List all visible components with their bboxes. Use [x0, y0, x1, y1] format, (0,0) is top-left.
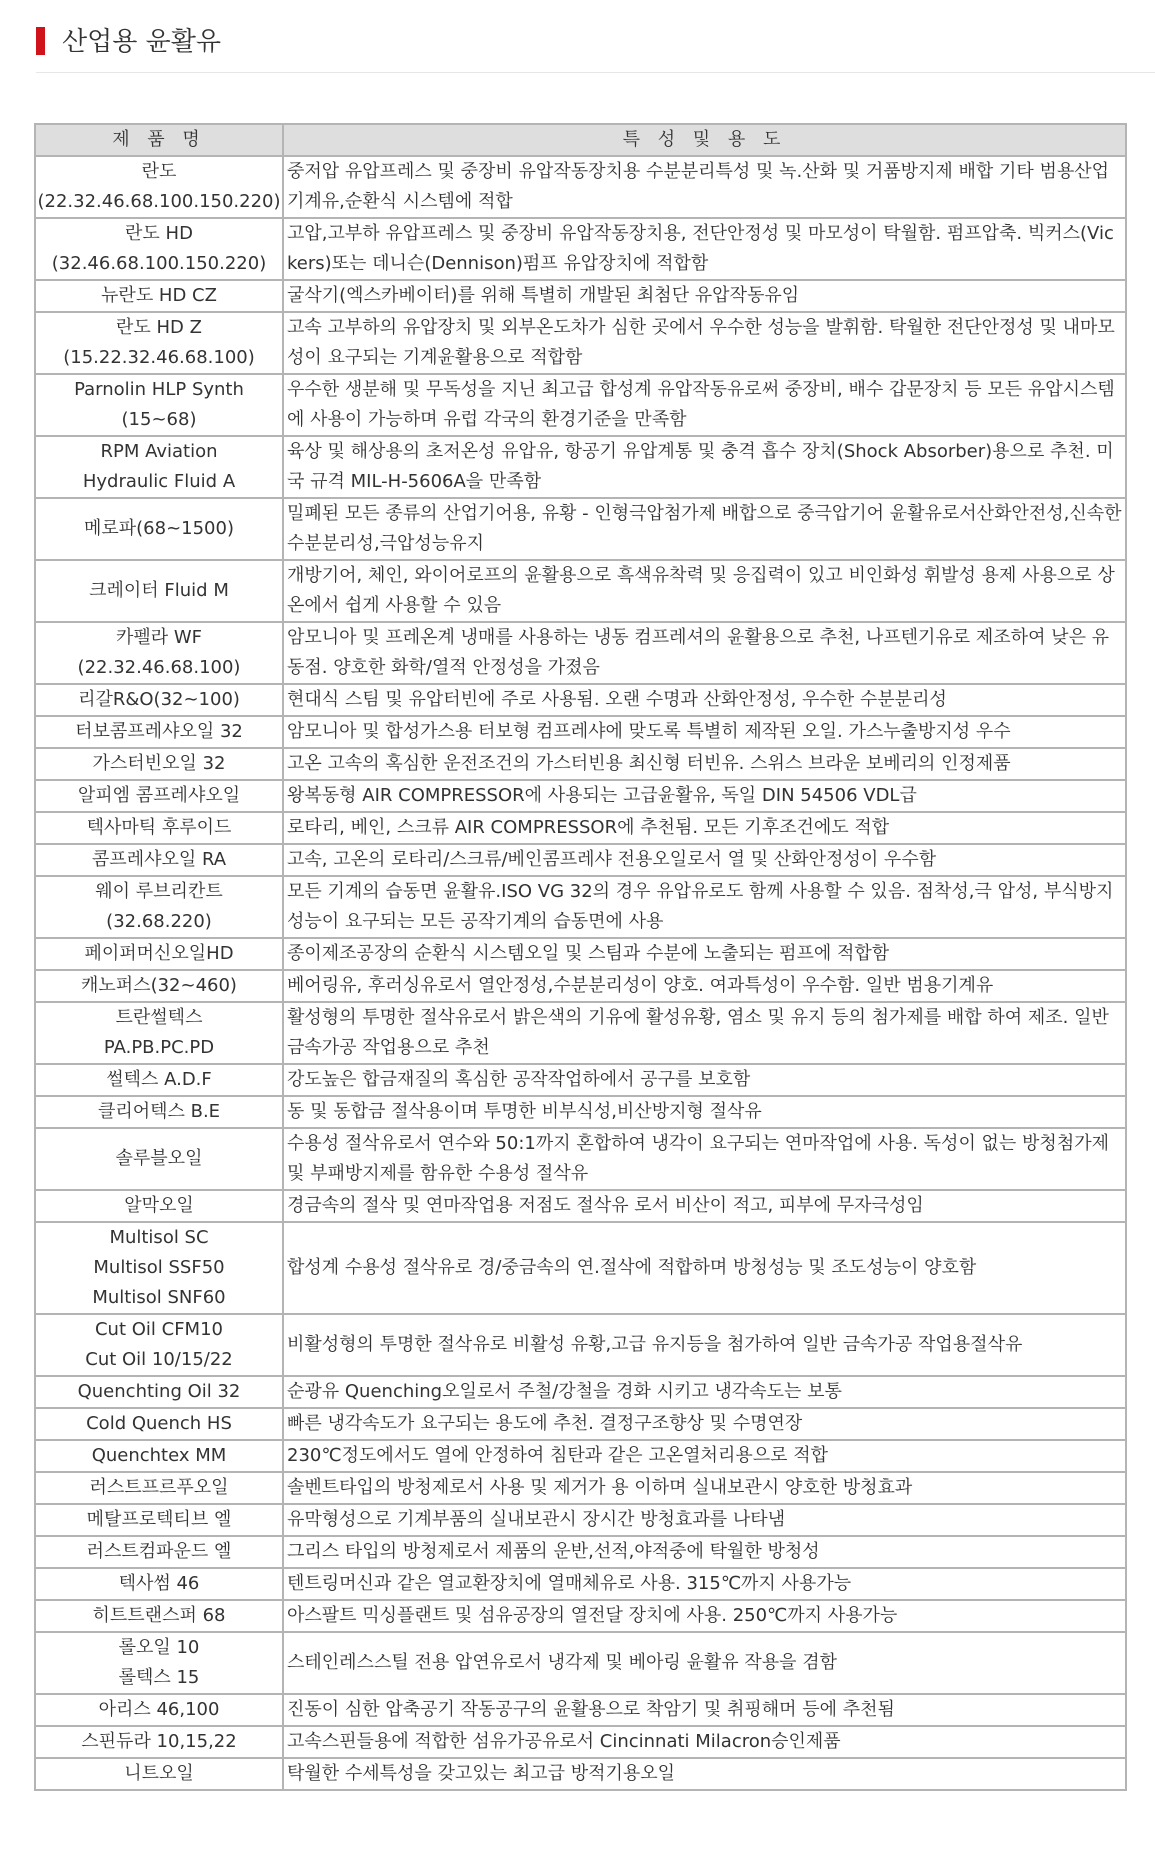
- product-name-line: Quenchting Oil 32: [77, 1381, 241, 1402]
- product-name-cell: [35, 716, 283, 748]
- product-description-cell: 베어링유, 후러싱유로서 열안정성,수분분리성이 양호. 여과특성이 우수함. 일반 범용기계유: [283, 970, 1126, 1002]
- product-name-cell: [35, 1408, 283, 1440]
- product-name-line: 텍사썸 46: [118, 1573, 200, 1594]
- product-description-cell: 고온 고속의 혹심한 운전조건의 가스터빈용 최신형 터빈유. 스위스 브라운 보베리의 인정제품: [283, 748, 1126, 780]
- product-name-line: 스핀듀라 10,15,22: [81, 1731, 237, 1752]
- product-name-line: 페이퍼머신오일HD: [84, 943, 234, 964]
- product-name-line: (32.46.68.100.150.220): [51, 253, 267, 274]
- product-name-line: Multisol SNF60: [92, 1287, 226, 1308]
- product-name-line: 롤텍스 15: [118, 1667, 200, 1688]
- product-name-line: (15~68): [121, 409, 197, 430]
- product-name-line: 란도: [141, 161, 177, 182]
- table-row: [35, 312, 1126, 374]
- product-name-cell: [35, 218, 283, 280]
- product-name-cell: [35, 560, 283, 622]
- product-name-cell: [35, 1632, 283, 1694]
- table-row: [35, 1726, 1126, 1758]
- table-row: [35, 1694, 1126, 1726]
- product-name-line: 썰텍스 A.D.F: [106, 1069, 212, 1090]
- product-name-line: RPM Aviation: [100, 441, 218, 462]
- product-name-line: 러스트컴파운드 엘: [86, 1541, 232, 1562]
- product-name-line: 란도 HD: [125, 223, 193, 244]
- product-name-cell: [35, 938, 283, 970]
- product-name-cell: [35, 1002, 283, 1064]
- product-name-cell: [35, 1568, 283, 1600]
- product-name-cell: [35, 622, 283, 684]
- table-row: [35, 938, 1126, 970]
- product-description-cell: 현대식 스팀 및 유압터빈에 주로 사용됨. 오랜 수명과 산화안정성, 우수한 수분분리성: [283, 684, 1126, 716]
- product-name-line: 메로파(68~1500): [83, 518, 234, 539]
- product-description-cell: 모든 기계의 습동면 윤활유.ISO VG 32의 경우 유압유로도 함께 사용할 수 있음. 점착성,극 압성, 부식방지성능이 요구되는 모든 공작기계의 습동면에 사용: [283, 876, 1126, 938]
- product-name-line: 터보콤프레샤오일 32: [75, 721, 243, 742]
- product-name-cell: [35, 1376, 283, 1408]
- product-name-cell: [35, 1694, 283, 1726]
- product-name-line: Cold Quench HS: [86, 1413, 232, 1434]
- product-name-cell: [35, 1064, 283, 1096]
- product-name-line: 리갈R&O(32~100): [78, 689, 240, 710]
- product-name-cell: [35, 684, 283, 716]
- product-description-cell: 종이제조공장의 순환식 시스템오일 및 스팀과 수분에 노출되는 펌프에 적합함: [283, 938, 1126, 970]
- product-description-cell: 아스팔트 믹싱플랜트 및 섬유공장의 열전달 장치에 사용. 250℃까지 사용가능: [283, 1600, 1126, 1632]
- product-description-cell: 우수한 생분해 및 무독성을 지닌 최고급 합성계 유압작동유로써 중장비, 배수 갑문장치 등 모든 유압시스템에 사용이 가능하며 유럽 각국의 환경기준을 만족함: [283, 374, 1126, 436]
- product-description-cell: 솔벤트타입의 방청제로서 사용 및 제거가 용 이하며 실내보관시 양호한 방청효과: [283, 1472, 1126, 1504]
- product-description-cell: 동 및 동합금 절삭용이며 투명한 비부식성,비산방지형 절삭유: [283, 1096, 1126, 1128]
- product-description-cell: 탁월한 수세특성을 갖고있는 최고급 방적기용오일: [283, 1758, 1126, 1790]
- table-row: [35, 436, 1126, 498]
- product-description-cell: 암모니아 및 합성가스용 터보형 컴프레샤에 맞도록 특별히 제작된 오일. 가스누출방지성 우수: [283, 716, 1126, 748]
- product-name-line: 메탈프로텍티브 엘: [86, 1509, 232, 1530]
- table-row: [35, 812, 1126, 844]
- product-name-cell: [35, 1222, 283, 1314]
- table-row: [35, 1222, 1126, 1314]
- product-name-line: PA.PB.PC.PD: [103, 1037, 215, 1058]
- product-name-cell: [35, 436, 283, 498]
- product-name-cell: [35, 1190, 283, 1222]
- product-description-cell: 비활성형의 투명한 절삭유로 비활성 유황,고급 유지등을 첨가하여 일반 금속가공 작업용절삭유: [283, 1314, 1126, 1376]
- page-header: [36, 22, 1155, 73]
- product-name-cell: [35, 374, 283, 436]
- table-row: [35, 1096, 1126, 1128]
- table-row: [35, 1314, 1126, 1376]
- product-name-line: 텍사마틱 후루이드: [86, 817, 232, 838]
- product-name-cell: [35, 1128, 283, 1190]
- product-description-cell: 암모니아 및 프레온계 냉매를 사용하는 냉동 컴프레셔의 윤활용으로 추천, 나프텐기유로 제조하여 낮은 유동점. 양호한 화학/열적 안정성을 가졌음: [283, 622, 1126, 684]
- table-row: [35, 1758, 1126, 1790]
- product-name-cell: [35, 1600, 283, 1632]
- product-name-line: 란도 HD Z: [116, 317, 202, 338]
- product-name-line: Multisol SC: [109, 1227, 209, 1248]
- product-name-line: 콤프레샤오일 RA: [91, 849, 227, 870]
- table-row: [35, 716, 1126, 748]
- product-name-line: 트란썰텍스: [115, 1007, 203, 1028]
- product-name-line: 클리어텍스 B.E: [97, 1101, 221, 1122]
- product-name-line: 캐노퍼스(32~460): [81, 975, 237, 996]
- product-description-cell: 그리스 타입의 방청제로서 제품의 운반,선적,야적중에 탁월한 방청성: [283, 1536, 1126, 1568]
- table-row: [35, 1600, 1126, 1632]
- product-name-line: Cut Oil 10/15/22: [85, 1349, 233, 1370]
- product-name-line: 아리스 46,100: [98, 1699, 220, 1720]
- table-row: [35, 970, 1126, 1002]
- table-row: [35, 1568, 1126, 1600]
- title-accent-bar: [36, 27, 45, 55]
- table-row: [35, 280, 1126, 312]
- table-row: [35, 1376, 1126, 1408]
- product-description-cell: 스테인레스스틸 전용 압연유로서 냉각제 및 베아링 윤활유 작용을 겸함: [283, 1632, 1126, 1694]
- product-description-cell: 합성계 수용성 절삭유로 경/중금속의 연.절삭에 적합하며 방청성능 및 조도성능이 양호함: [283, 1222, 1126, 1314]
- product-description-cell: 개방기어, 체인, 와이어로프의 윤활용으로 흑색유착력 및 응집력이 있고 비인화성 휘발성 용제 사용으로 상온에서 쉽게 사용할 수 있음: [283, 560, 1126, 622]
- product-description-cell: 고속, 고온의 로타리/스크류/베인콤프레샤 전용오일로서 열 및 산화안정성이 우수함: [283, 844, 1126, 876]
- table-row: [35, 218, 1126, 280]
- table-row: [35, 1504, 1126, 1536]
- product-description-cell: 왕복동형 AIR COMPRESSOR에 사용되는 고급윤활유, 독일 DIN 54506 VDL급: [283, 780, 1126, 812]
- table-row: [35, 1472, 1126, 1504]
- product-name-line: 니트오일: [124, 1763, 194, 1784]
- product-description-cell: 230℃정도에서도 열에 안정하여 침탄과 같은 고온열처리용으로 적합: [283, 1440, 1126, 1472]
- product-name-line: Quenchtex MM: [91, 1445, 227, 1466]
- product-description-cell: 진동이 심한 압축공기 작동공구의 윤활용으로 착암기 및 취핑해머 등에 추천됨: [283, 1694, 1126, 1726]
- product-name-line: Parnolin HLP Synth: [74, 379, 244, 400]
- product-name-cell: [35, 1472, 283, 1504]
- product-name-cell: [35, 1504, 283, 1536]
- product-name-cell: [35, 876, 283, 938]
- table-row: [35, 780, 1126, 812]
- table-row: [35, 498, 1126, 560]
- table-row: [35, 156, 1126, 218]
- column-header-characteristics: 특 성 및 용 도: [283, 124, 1126, 156]
- table-row: [35, 1632, 1126, 1694]
- product-description-cell: 굴삭기(엑스카베이터)를 위해 특별히 개발된 최첨단 유압작동유임: [283, 280, 1126, 312]
- product-name-line: 알막오일: [124, 1195, 194, 1216]
- table-row: [35, 560, 1126, 622]
- product-description-cell: 육상 및 해상용의 초저온성 유압유, 항공기 유압계통 및 충격 흡수 장치(Shock Absorber)용으로 추천. 미국 규격 MIL-H-5606A을 만족함: [283, 436, 1126, 498]
- product-name-line: (15.22.32.46.68.100): [63, 347, 255, 368]
- product-description-cell: 텐트링머신과 같은 열교환장치에 열매체유로 사용. 315℃까지 사용가능: [283, 1568, 1126, 1600]
- product-name-cell: [35, 1440, 283, 1472]
- table-row: [35, 684, 1126, 716]
- product-name-line: Cut Oil CFM10: [94, 1319, 223, 1340]
- product-name-line: 뉴란도 HD CZ: [101, 285, 217, 306]
- table-header-row: [35, 124, 1126, 156]
- product-name-line: (22.32.46.68.100): [77, 657, 241, 678]
- product-name-line: 카펠라 WF: [115, 627, 203, 648]
- product-name-line: 크레이터 Fluid M: [89, 580, 229, 601]
- table-row: [35, 1064, 1126, 1096]
- table-row: [35, 748, 1126, 780]
- product-description-cell: 경금속의 절삭 및 연마작업용 저점도 절삭유 로서 비산이 적고, 피부에 무자극성임: [283, 1190, 1126, 1222]
- product-name-line: 히트트랜스퍼 68: [92, 1605, 226, 1626]
- product-name-cell: [35, 156, 283, 218]
- product-description-cell: 고압,고부하 유압프레스 및 중장비 유압작동장치용, 전단안정성 및 마모성이 탁월함. 펌프압축. 빅커스(Vickers)또는 데니슨(Dennison)펌프 유압장치에 적합함: [283, 218, 1126, 280]
- table-row: [35, 1536, 1126, 1568]
- lubricant-table: [34, 123, 1127, 1791]
- product-description-cell: 고속 고부하의 유압장치 및 외부온도차가 심한 곳에서 우수한 성능을 발휘함. 탁월한 전단안정성 및 내마모성이 요구되는 기계윤활용으로 적합함: [283, 312, 1126, 374]
- page-title: 산업용 윤활유: [62, 27, 221, 57]
- product-name-cell: [35, 812, 283, 844]
- product-name-cell: [35, 780, 283, 812]
- table-row: [35, 844, 1126, 876]
- product-description-cell: 중저압 유압프레스 및 중장비 유압작동장치용 수분분리특성 및 녹.산화 및 거품방지제 배합 기타 범용산업기계유,순환식 시스템에 적합: [283, 156, 1126, 218]
- product-name-cell: [35, 1726, 283, 1758]
- product-description-cell: 수용성 절삭유로서 연수와 50:1까지 혼합하여 냉각이 요구되는 연마작업에 사용. 독성이 없는 방청첨가제 및 부패방지제를 함유한 수용성 절삭유: [283, 1128, 1126, 1190]
- product-name-line: 가스터빈오일 32: [92, 753, 226, 774]
- product-name-cell: [35, 748, 283, 780]
- product-name-line: (32.68.220): [106, 911, 212, 932]
- product-description-cell: 로타리, 베인, 스크류 AIR COMPRESSOR에 추천됨. 모든 기후조건에도 적합: [283, 812, 1126, 844]
- product-name-line: 웨이 루브리칸트: [95, 881, 223, 902]
- product-name-line: 솔루블오일: [115, 1148, 203, 1169]
- product-description-cell: 빠른 냉각속도가 요구되는 용도에 추천. 결정구조향상 및 수명연장: [283, 1408, 1126, 1440]
- product-description-cell: 고속스핀들용에 적합한 섬유가공유로서 Cincinnati Milacron승인제품: [283, 1726, 1126, 1758]
- product-name-cell: [35, 1314, 283, 1376]
- table-row: [35, 1408, 1126, 1440]
- product-name-cell: [35, 970, 283, 1002]
- product-name-cell: [35, 498, 283, 560]
- product-description-cell: 강도높은 합금재질의 혹심한 공작작업하에서 공구를 보호함: [283, 1064, 1126, 1096]
- product-description-cell: 활성형의 투명한 절삭유로서 밝은색의 기유에 활성유황, 염소 및 유지 등의 첨가제를 배합 하여 제조. 일반 금속가공 작업용으로 추천: [283, 1002, 1126, 1064]
- table-row: [35, 1002, 1126, 1064]
- table-row: [35, 1128, 1126, 1190]
- column-header-product-name: 제 품 명: [35, 124, 283, 156]
- product-name-line: (22.32.46.68.100.150.220): [37, 191, 281, 212]
- table-row: [35, 1440, 1126, 1472]
- product-name-line: Hydraulic Fluid A: [82, 471, 236, 492]
- product-description-cell: 유막형성으로 기계부품의 실내보관시 장시간 방청효과를 나타냄: [283, 1504, 1126, 1536]
- product-name-line: 알피엠 콤프레샤오일: [77, 785, 241, 806]
- product-name-line: 러스트프르푸오일: [89, 1477, 229, 1498]
- product-name-cell: [35, 312, 283, 374]
- product-description-cell: 순광유 Quenching오일로서 주철/강철을 경화 시키고 냉각속도는 보통: [283, 1376, 1126, 1408]
- product-description-cell: 밀폐된 모든 종류의 산업기어용, 유황 - 인형극압첨가제 배합으로 중극압기어 윤활유로서산화안전성,신속한 수분분리성,극압성능유지: [283, 498, 1126, 560]
- table-row: [35, 1190, 1126, 1222]
- product-name-line: Multisol SSF50: [93, 1257, 225, 1278]
- product-name-cell: [35, 1096, 283, 1128]
- product-name-cell: [35, 1758, 283, 1790]
- product-name-cell: [35, 280, 283, 312]
- table-row: [35, 622, 1126, 684]
- product-name-line: 롤오일 10: [118, 1637, 200, 1658]
- table-row: [35, 876, 1126, 938]
- product-name-cell: [35, 1536, 283, 1568]
- table-row: [35, 374, 1126, 436]
- product-name-cell: [35, 844, 283, 876]
